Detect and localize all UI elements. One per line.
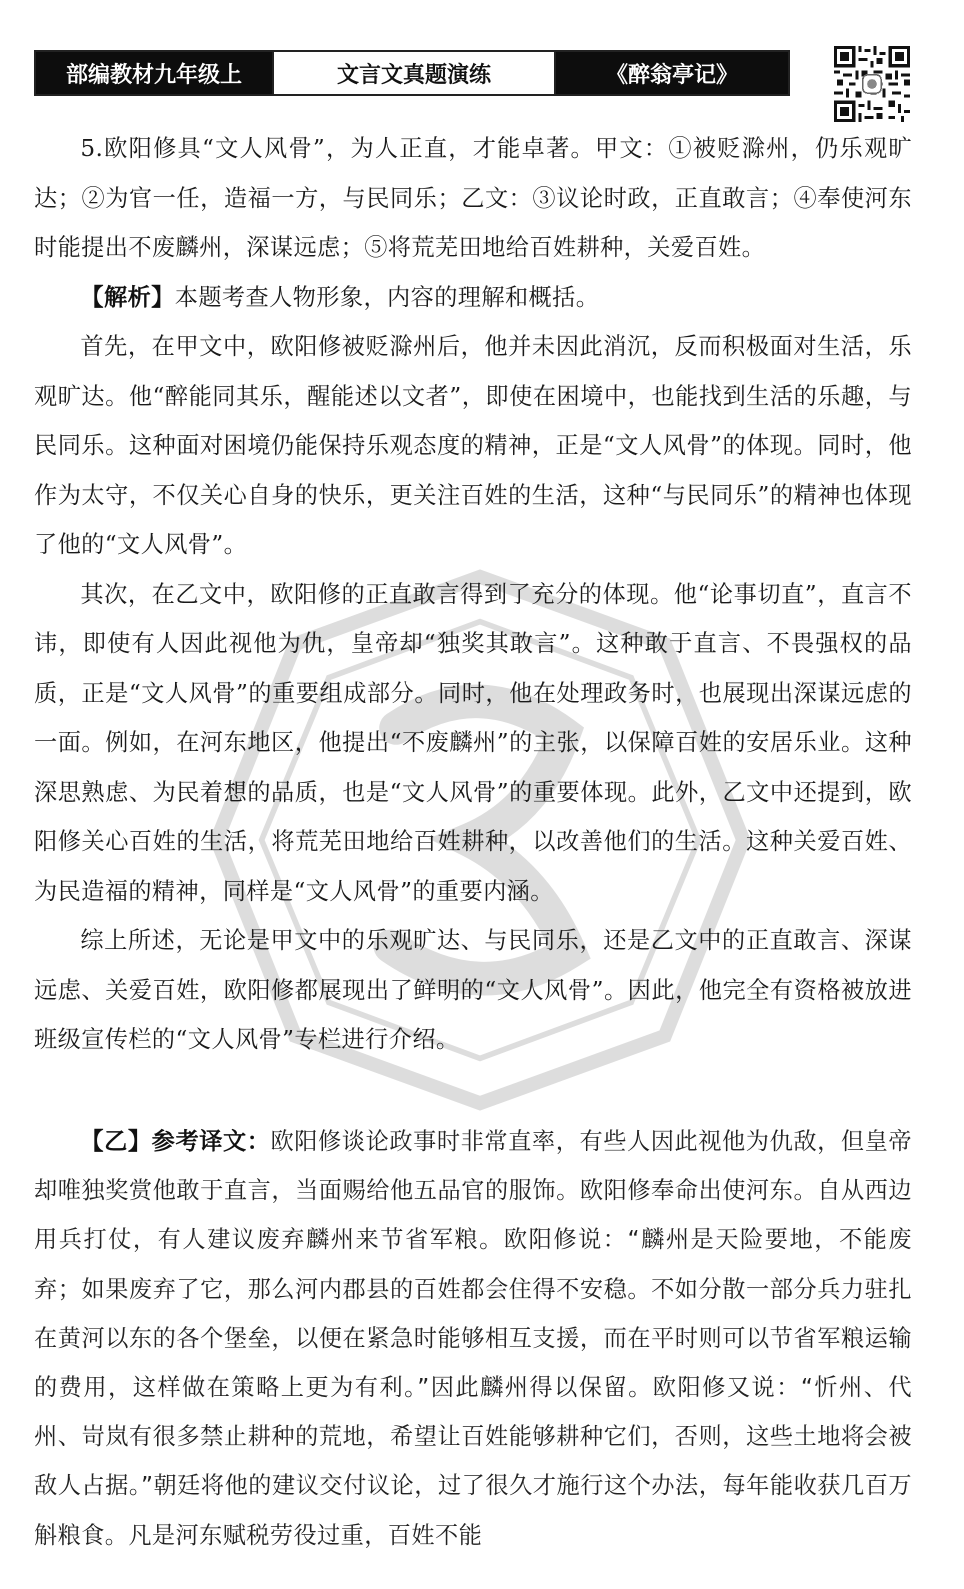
main-content [34,124,912,1065]
analysis-paragraph: 综上所述，无论是甲文中的乐观旷达、与民同乐，还是乙文中的正直敢言、深谋远虑、关爱百姓，欧阳修都展现出了鲜明的“文人风骨”。因此，他完全有资格被放进班级宣传栏的“文人风骨”专栏进行介绍。 [34,927,912,1053]
translation-label: 【乙】参考译文： [80,1128,271,1155]
analysis-label: 【解析】 [80,283,175,311]
analysis-paragraph: 其次，在乙文中，欧阳修的正直敢言得到了充分的体现。他“论事切直”，直言不讳，即使有人因此视他为仇，皇帝却“独奖其敢言”。这种敢于直言、不畏强权的品质，正是“文人风骨”的重要组成部分。同时，他在处理政务时，也展现出深谋远虑的一面。例如，在河东地区，他提出“不废麟州”的主张，以保障百姓的安居乐业。这种深思熟虑、为民着想的品质，也是“文人风骨”的重要体现。此外，乙文中还提到，欧阳修关心百姓的生活，将荒芜田地给百姓耕种，以改善他们的生活。这种关爱百姓、为民造福的精神，同样是“文人风骨”的重要内涵。 [34,580,912,905]
analysis-paragraph: 首先，在甲文中，欧阳修被贬滁州后，他并未因此消沉，反而积极面对生活，乐观旷达。他“醉能同其乐，醒能述以文者”，即使在困境中，也能找到生活的乐趣，与民同乐。这种面对困境仍能保持乐观态度的精神，正是“文人风骨”的体现。同时，他作为太守，不仅关心自身的快乐，更关注百姓的生活，这种“与民同乐”的精神也体现了他的“文人风骨”。 [34,333,912,558]
header-text-title: 《醉翁亭记》 [556,52,788,94]
header-section-title: 文言文真题演练 [272,52,556,94]
translation-text: 欧阳修谈论政事时非常直率，有些人因此视他为仇敌，但皇帝却唯独奖赏他敢于直言，当面赐给他五品官的服饰。欧阳修奉命出使河东。自从西边用兵打仗，有人建议废弃麟州来节省军粮。欧阳修说：“麟州是天险要地，不能废弃；如果废弃了它，那么河内郡县的百姓都会住得不安稳。不如分散一部分兵力驻扎在黄河以东的各个堡垒，以便在紧急时能够相互支援，而在平时则可以节省军粮运输的费用，这样做在策略上更为有利。”因此麟州得以保留。欧阳修又说：“忻州、代州、岢岚有很多禁止耕种的荒地，希望让百姓能够耕种它们，否则，这些土地将会被敌人占据。”朝廷将他的建议交付议论，过了很久才施行这个办法，每年能收获几百万斛粮食。凡是河东赋税劳役过重，百姓不能 [34,1128,912,1549]
qr-code-icon [834,46,910,122]
analysis-intro-text: 本题考查人物形象，内容的理解和概括。 [174,283,600,311]
header-bar [34,50,790,96]
answer-paragraph: 5.欧阳修具“文人风骨”，为人正直，才能卓著。甲文：①被贬滁州，仍乐观旷达；②为官一任，造福一方，与民同乐；乙文：③议论时政，正直敢言；④奉使河东时能提出不废麟州，深谋远虑；⑤将荒芜田地给百姓耕种，关爱百姓。 [34,135,912,261]
translation-paragraph [34,1117,912,1560]
analysis-intro [34,273,912,323]
header-grade-label: 部编教材九年级上 [36,52,272,94]
